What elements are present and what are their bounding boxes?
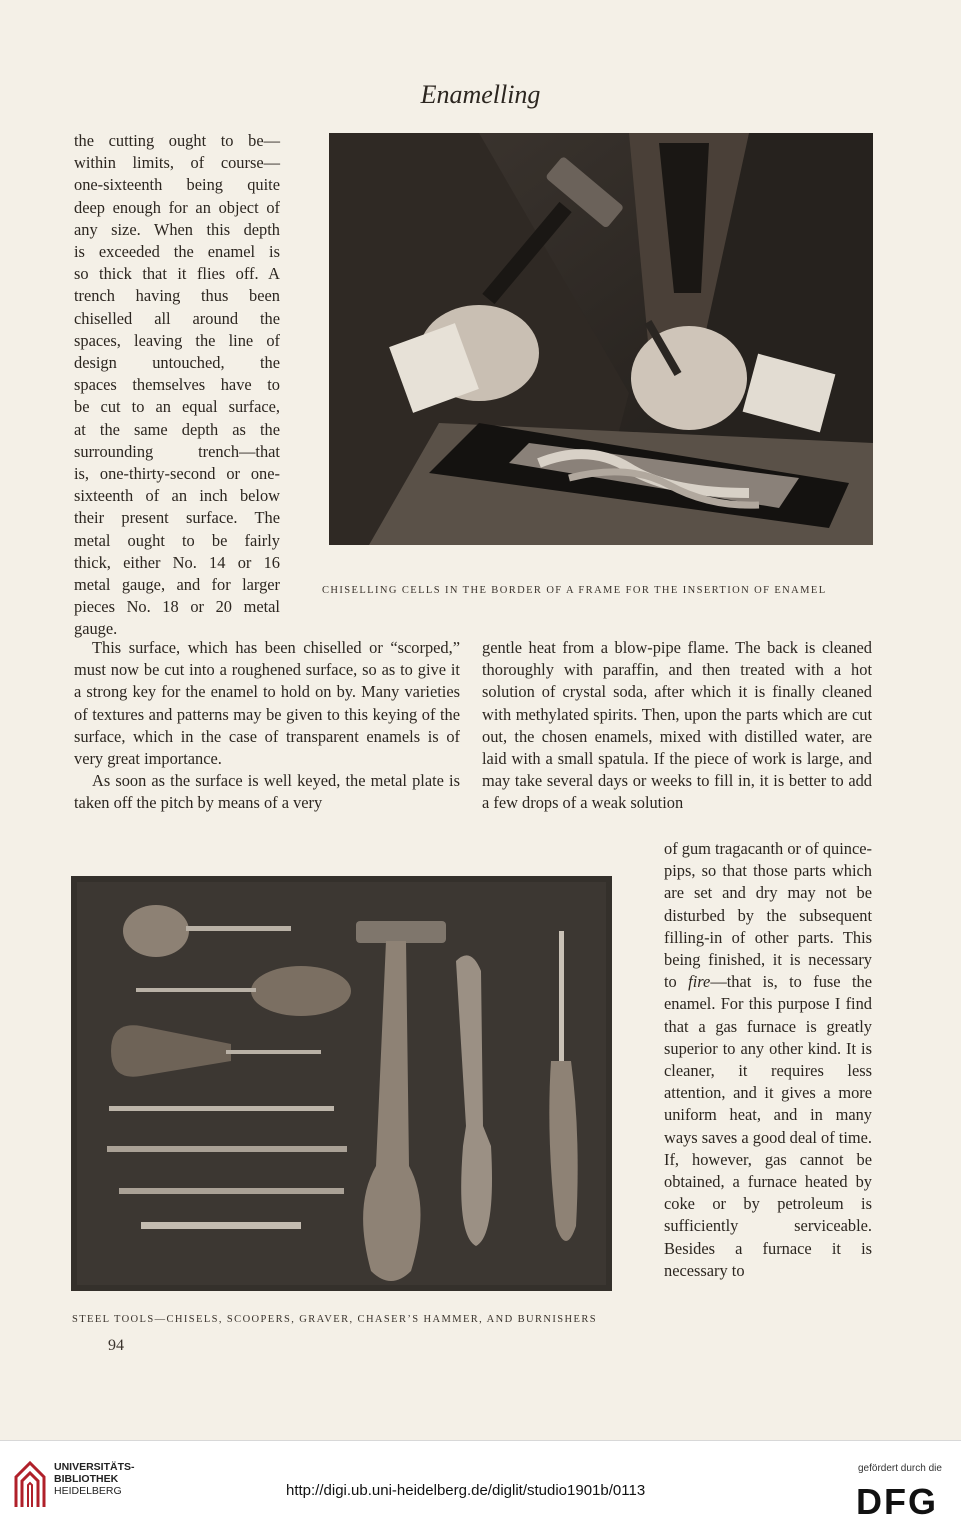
wrapped-line: sixteenth of an inch below: [74, 486, 280, 506]
wrapped-line: deep enough for an object of: [74, 197, 280, 217]
page-number: 94: [108, 1337, 124, 1354]
paragraph-firing: [664, 838, 872, 1282]
funded-by-label: gefördert durch die: [858, 1463, 942, 1474]
wrapped-line: chiselled all around the: [74, 308, 280, 328]
caption-top: CHISELLING CELLS IN THE BORDER OF A FRAME FOR THE INSERTION OF ENAMEL: [322, 585, 827, 596]
right-body-column: [482, 637, 872, 815]
wrapped-line: their present surface. The: [74, 508, 280, 528]
wrapped-line: surrounding trench—that: [74, 441, 280, 461]
dfg-logo-icon: DFG: [856, 1481, 938, 1522]
photo-chiselling-frame: [329, 133, 873, 545]
paragraph-keyed: As soon as the surface is well keyed, the metal plate is taken off the pitch by means of a very: [74, 771, 460, 813]
permalink-url[interactable]: http://digi.ub.uni-heidelberg.de/diglit/studio1901b/0113: [286, 1482, 646, 1499]
narrow-right-column: [664, 838, 872, 1282]
left-body-column: [74, 637, 460, 815]
wrapped-text-column: [74, 130, 280, 641]
wrapped-line: the cutting ought to be—: [74, 131, 280, 150]
wrapped-line: metal ought to be fairly: [74, 530, 280, 550]
wrapped-line: is exceeded the enamel is: [74, 242, 280, 262]
caption-bottom: STEEL TOOLS—CHISELS, SCOOPERS, GRAVER, CHASER’S HAMMER, AND BURNISHERS: [72, 1314, 597, 1325]
firing-text-after: —that is, to fuse the enamel. For this purpose I find that a gas furnace is greatly superior to any other kind. It is cleaner, it requires less attention, and it gives a more uniform heat, and in many ways saves a good deal of time. If, however, gas cannot be obtained, a furnace heated by coke or by petroleum is sufficiently serviceable. Besides a furnace it is necessary to: [664, 972, 873, 1280]
wrapped-line: is, one-thirty-second or one-: [74, 464, 280, 484]
emphasis-fire: fire: [688, 972, 711, 992]
paragraph-surface: This surface, which has been chiselled or “scorped,” must now be cut into a roughened surface, so as to give it a strong key for the enamel to hold on by. Many varieties of textures and patterns may be given to this keying of the surface, which in the case of transparent enamels is of very great importance.: [74, 638, 460, 769]
wrapped-line: one-sixteenth being quite: [74, 175, 280, 195]
wrapped-line: so thick that it flies off. A: [74, 264, 280, 284]
paragraph-heat: gentle heat from a blow-pipe flame. The back is cleaned thoroughly with paraffin, and then treated with a hot solution of crystal soda, after which it is finally cleaned with methylated spirits. Then, upon the parts which are cut out, the chosen enamels, mixed with distilled water, are laid with a small spatula. If the piece of work is large, and may take several days or weeks to fill in, it is better to add a few drops of a weak solution: [482, 638, 872, 813]
ub-heidelberg-logo-icon: [12, 1459, 48, 1511]
wrapped-line: be cut to an equal surface,: [74, 397, 280, 417]
running-head: Enamelling: [420, 80, 541, 109]
digitization-footer: [0, 1440, 961, 1530]
photo-steel-tools: [71, 876, 612, 1291]
firing-text-before: of gum tragacanth or of quince-pips, so that those parts which are set and dry may not be disturbed by the subsequent filling-in of other parts. This being finished, it is necessary to: [664, 839, 872, 992]
wrapped-line: trench having thus been: [74, 286, 280, 306]
wrapped-line: pieces No. 18 or 20 metal: [74, 597, 280, 617]
wrapped-line: design untouched, the: [74, 353, 280, 373]
wrapped-line: thick, either No. 14 or 16: [74, 552, 280, 572]
wrapped-line: spaces themselves have to: [74, 375, 280, 395]
wrapped-line: within limits, of course—: [74, 153, 280, 173]
wrapped-line: gauge.: [74, 619, 118, 639]
library-name: UNIVERSITÄTS- BIBLIOTHEK HEIDELBERG: [54, 1461, 135, 1497]
wrapped-line: spaces, leaving the line of: [74, 330, 280, 350]
wrapped-line: metal gauge, and for larger: [74, 575, 280, 595]
wrapped-line: at the same depth as the: [74, 419, 280, 439]
wrapped-line: any size. When this depth: [74, 219, 280, 239]
